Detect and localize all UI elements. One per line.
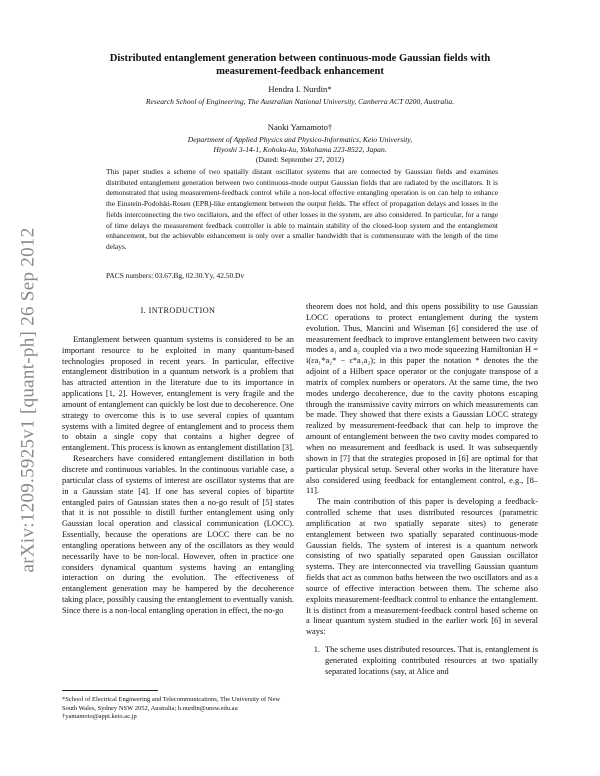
arxiv-identifier[interactable]: arXiv:1209.5925v1 [quant-ph] 26 Sep 2012 — [17, 227, 39, 573]
footnote-divider — [62, 690, 158, 691]
affiliation-2-line-1: Department of Applied Physics and Physico-Informatics, Keio University, — [187, 135, 413, 144]
author-1: Hendra I. Nurdin* — [268, 84, 332, 94]
contribution-list — [306, 645, 538, 678]
abstract: This paper studies a scheme of two spatially distant oscillator systems that are connected by Gaussian fields and examines distributed entanglement generation between two continuous-mode output Gaussian fields that are radiated by the oscillators. It is demonstrated that using measurement-feedback control while a non-local effective entangling operation is on can help to enhance the Einstein-Podolski-Rosen (EPR)-like entanglement between the output fields. The effect of propagation delays and losses in the fields interconnecting the two oscillators, and the effect of other losses in the system, are also considered. In particular, for a range of time delays the measurement feedback controller is able to maintain stability of the closed-loop system and the entanglement enhancement, but the achievable enhancement is only over a smaller bandwidth that is commensurate with the length of the time delays. — [106, 167, 498, 251]
list-item-text: The scheme uses distributed resources. That is, entanglement is generated exploiting contributed resources at two spatially separated locations (say, at Alice and — [325, 645, 538, 676]
paper-title-line-2: measurement-feedback enhancement — [216, 66, 384, 77]
affiliation-1: Research School of Engineering, The Australian National University, Canberra ACT 0200, Australia. — [145, 97, 455, 106]
author-2: Naoki Yamamoto† — [267, 122, 333, 132]
intro-paragraph-1: Entanglement between quantum systems is considered to be an important resource to be exploited in many quantum-based technologies proposed in recent years. In particular, effective entanglement distribution in a quantum network is a problem that has attracted attention in the literature due to its importance in applications [1, 2]. However, entanglement is very fragile and the amount of entanglement can quickly be lost due to decoherence. One strategy to overcome this is to use several copies of quantum systems with a limited degree of entanglement and to process them to obtain a single copy that contains a higher degree of entanglement. This process is known as entanglement distillation [3]. — [62, 334, 294, 453]
footnote-2[interactable]: †yamamoto@appi.keio.ac.jp — [62, 713, 137, 721]
list-item — [306, 645, 538, 678]
left-column — [62, 306, 294, 617]
pacs-numbers: PACS numbers: 03.67.Bg, 02.30.Yy, 42.50.Dv — [106, 271, 245, 280]
intro-paragraph-4: The main contribution of this paper is developing a feedback-controlled scheme that uses distributed resources (parametric amplification at two spatially separate sites) to generate entanglement between two spatially separated continuous-mode Gaussian fields. The system of interest is a quantum network consisting of two spatially separated open Gaussian oscillator systems. They are interconnected via travelling Gaussian quantum fields that act as common baths between the two oscillators and as a source of effective interaction between them. The scheme also exploits measurement-feedback control to enhance the entanglement. It is distinct from a measurement-feedback control based scheme on a linear quantum system studied in the earlier work [6] in several ways: — [306, 497, 538, 637]
intro-paragraph-3: theorem does not hold, and this opens possibility to use Gaussian LOCC operations to protect entanglement during the system evolution. Thus, Mancini and Wiseman [6] considered the use of measurement feedback to improve entanglement between two cavity modes a₁ and a₂ coupled via a two mode squeezing Hamiltonian H = i(εa₁*a₂* − ε*a₁a₂); in this paper the notation * denotes the the adjoint of a Hilbert space operator or the conjugate transpose of a matrix of complex numbers or operators. At the same time, the two modes undergo decoherence, due to the cavity photons escaping through the transmissive cavity mirrors on which measurements can be made. They showed that there exists a Gaussian LOCC strategy realized by measurement-feedback that can help to improve the amount of entanglement between the two cavity modes compared to when no measurement and feedback is used. It was subsequently shown in [7] that the strategies proposed in [6] are optimal for that particular physical setup. Several other works in the literature have also considered using feedback for entanglement control, e.g., [8–11]. — [306, 302, 538, 496]
arxiv-identifier-margin — [8, 210, 48, 590]
intro-paragraph-2: Researchers have considered entanglement distillation in both discrete and continuous variables. In the continuous variable case, a particular class of systems of interest are oscillator systems that are in a Gaussian state [4]. If one has several copies of bipartite entangled pairs of Gaussian states then a no-go result of [5] states that it is not possible to distill further entanglement using only Gaussian local operation and classical communication (LOCC). Essentially, because the operations are LOCC there can be no entangling operations between any of the oscillators as they would necessarily have to be non-local. However, often in practice one considers dynamical quantum systems having an entangling interaction on during the evolution. The effectiveness of entanglement generation may be hampered by the decoherence taking place, possibly causing the entanglement to eventually vanish. Since there is a non-local entangling operation in effect, the no-go — [62, 454, 294, 615]
affiliation-2-line-2: Hiyoshi 3-14-1, Kohoku-ku, Yokohama 223-8522, Japan. — [213, 145, 387, 154]
paper-title — [80, 52, 520, 78]
list-item-number: 1. — [313, 645, 320, 655]
dated-line: (Dated: September 27, 2012) — [255, 155, 345, 164]
footnote-1: *School of Electrical Engineering and Telecommunications, The University of New South Wales, Sydney NSW 2052, Australia; h.nurdin@unsw.edu.au — [62, 696, 281, 712]
section-heading-introduction: I. INTRODUCTION — [140, 306, 216, 315]
paper-title-line-1: Distributed entanglement generation between continuous-mode Gaussian fields with — [109, 53, 491, 64]
right-column — [306, 302, 538, 678]
footnotes — [62, 696, 294, 722]
